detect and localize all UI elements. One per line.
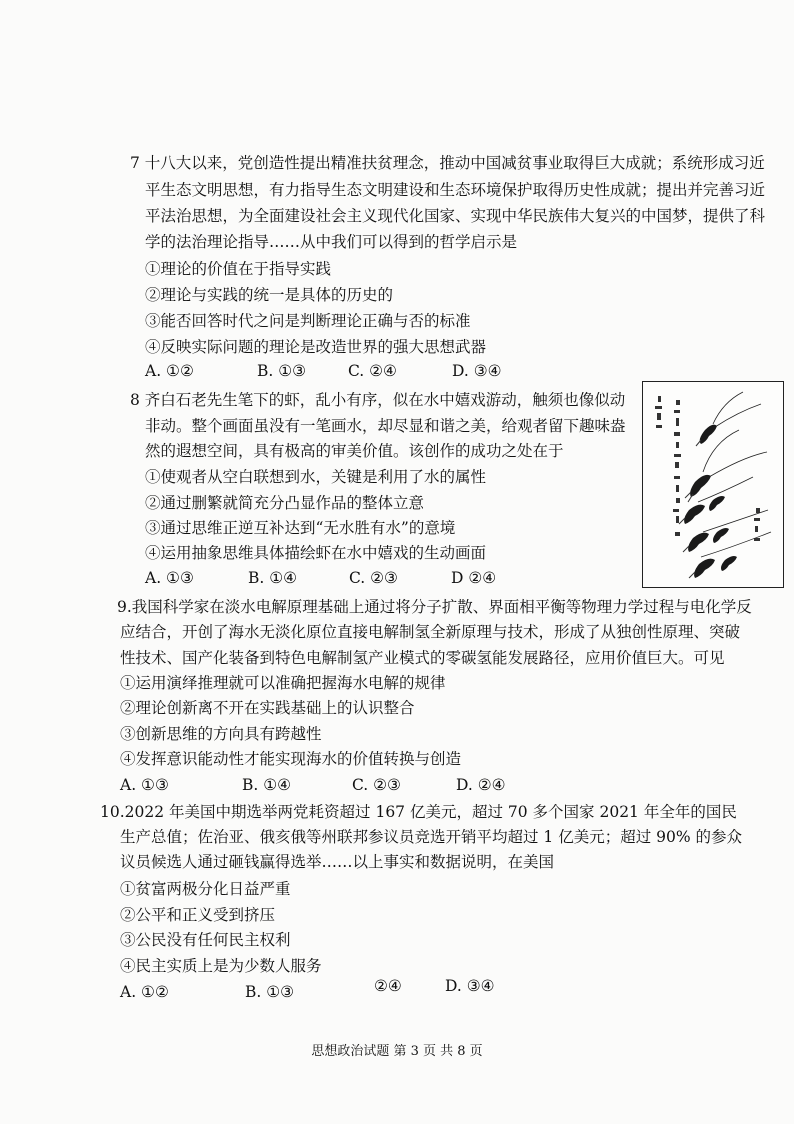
q10-stem-line: 10.2022 年美国中期选举两党耗资超过 167 亿美元，超过 70 多个国家 2021 年全年的国民: [100, 803, 737, 821]
q9-stem-line: 应结合，开创了海水无淡化原位直接电解制氢全新原理与技术，形成了从独创性原理、突破: [120, 623, 741, 641]
q8-item: ③通过思维正逆互补达到“无水胜有水”的意境: [145, 519, 456, 537]
q8-item: ②通过删繁就简充分凸显作品的整体立意: [145, 494, 425, 512]
option-c: C. ②③: [349, 569, 398, 587]
q9-item: ③创新思维的方向具有跨越性: [120, 725, 322, 743]
q8-item: ④运用抽象思维具体描绘虾在水中嬉戏的生动画面: [145, 544, 487, 562]
option-d: D ②④: [451, 569, 497, 587]
q10-item: ③公民没有任何民主权利: [120, 931, 291, 949]
q10-item: ①贫富两极分化日益严重: [120, 880, 291, 898]
q8-item: ①使观者从空白联想到水，关键是利用了水的属性: [145, 468, 487, 486]
option-c: ②④: [374, 977, 402, 995]
option-d: D. ③④: [445, 977, 495, 995]
q10-stem-line: 议员候选人通过砸钱赢得选举……以上事实和数据说明，在美国: [120, 853, 555, 871]
q10-item: ②公平和正义受到挤压: [120, 906, 276, 924]
q7-stem-line: 平生态文明思想，有力指导生态文明建设和生态环境保护取得历史性成就；提出并完善习近: [145, 181, 766, 199]
option-b: B. ①④: [248, 569, 298, 587]
option-c: C. ②④: [348, 362, 397, 380]
option-a: A. ①③: [145, 569, 194, 587]
q9-stem-line: 性技术、国产化装备到特色电解制氢产业模式的零碳氢能发展路径，应用价值巨大。可见: [120, 649, 725, 667]
option-a: A. ①②: [120, 983, 169, 1001]
option-d: D. ③④: [452, 362, 502, 380]
q7-item: ④反映实际问题的理论是改造世界的强大思想武器: [145, 338, 487, 356]
q9-item: ②理论创新离不开在实践基础上的认识整合: [120, 699, 415, 717]
q9-item: ④发挥意识能动性才能实现海水的价值转换与创造: [120, 750, 462, 768]
shrimp-painting-image: [642, 381, 784, 588]
q10-stem-line: 生产总值；佐治亚、俄亥俄等州联邦参议员竞选开销平均超过 1 亿美元；超过 90% 的参众: [120, 828, 743, 846]
q7-item: ③能否回答时代之问是判断理论正确与否的标准: [145, 312, 471, 330]
q7-stem-line: 学的法治理论指导……从中我们可以得到的哲学启示是: [145, 233, 518, 251]
q7-item: ②理论与实践的统一是具体的历史的: [145, 286, 394, 304]
option-b: B. ①④: [242, 776, 292, 794]
option-a: A. ①②: [145, 362, 194, 380]
q7-item: ①理论的价值在于指导实践: [145, 260, 332, 278]
option-b: B. ①③: [245, 983, 295, 1001]
q9-stem-line: 9.我国科学家在淡水电解原理基础上通过将分子扩散、界面相平衡等物理力学过程与电化学反: [117, 598, 752, 616]
shrimp-painting-illustration: [643, 382, 783, 587]
page-footer: 思想政治试题 第 3 页 共 8 页: [311, 1044, 483, 1059]
q9-item: ①运用演绎推理就可以准确把握海水电解的规律: [120, 674, 446, 692]
option-c: C. ②③: [352, 776, 401, 794]
q10-item: ④民主实质上是为少数人服务: [120, 957, 322, 975]
option-d: D. ②④: [456, 776, 506, 794]
q7-stem-line: 7 十八大以来，党创造性提出精准扶贫理念，推动中国减贫事业取得巨大成就；系统形成习近: [130, 154, 765, 172]
q8-stem-line: 然的遐想空间，具有极高的审美价值。该创作的成功之处在于: [145, 442, 564, 460]
option-a: A. ①③: [120, 776, 169, 794]
option-b: B. ①③: [257, 362, 307, 380]
q8-stem-line: 8 齐白石老先生笔下的虾，乱小有序，似在水中嬉戏游动，触须也像似动: [130, 391, 626, 409]
q8-stem-line: 非动。整个画面虽没有一笔画水，却尽显和谐之美，给观者留下趣味盎: [145, 417, 626, 435]
q7-stem-line: 平法治思想，为全面建设社会主义现代化国家、实现中华民族伟大复兴的中国梦，提供了科: [145, 207, 766, 225]
